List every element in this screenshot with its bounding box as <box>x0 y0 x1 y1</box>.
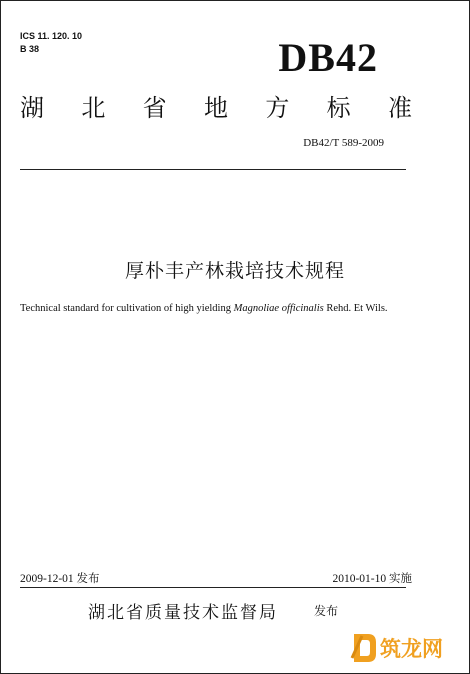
classification-codes <box>20 30 82 56</box>
ics-code: ICS 11. 120. 10 <box>20 31 83 41</box>
standard-type-char: 标 <box>326 94 351 122</box>
watermark-text: 筑龙网 <box>380 637 443 661</box>
standard-type-char: 准 <box>387 94 412 122</box>
standard-type-char: 地 <box>203 94 228 122</box>
issuer-suffix: 发布 <box>314 604 339 618</box>
db-code: DB42 <box>278 35 378 80</box>
implement-date: 2010-01-10 实施 <box>332 573 412 585</box>
standard-number: DB42/T 589-2009 <box>303 137 384 149</box>
header-rule <box>20 169 406 170</box>
issuer-name: 湖北省质量技术监督局 <box>88 603 278 623</box>
standard-type-char: 省 <box>142 94 167 122</box>
standard-type <box>20 88 412 123</box>
issue-date: 2009-12-01 发布 <box>20 573 100 585</box>
watermark <box>350 632 443 664</box>
title-english-species: Magnoliae officinalis <box>233 303 324 314</box>
title-english-prefix: Technical standard for cultivation of high yielding <box>20 303 234 314</box>
watermark-logo-icon <box>350 632 378 664</box>
ccs-code: B 38 <box>20 44 40 54</box>
title-english <box>20 303 388 314</box>
title-chinese: 厚朴丰产林栽培技术规程 <box>124 260 345 282</box>
standard-type-char: 北 <box>81 94 106 122</box>
standard-type-char: 方 <box>265 94 290 122</box>
standard-type-char: 湖 <box>20 94 44 122</box>
footer-rule <box>20 587 406 588</box>
title-english-suffix: Rehd. Et Wils. <box>323 303 388 314</box>
